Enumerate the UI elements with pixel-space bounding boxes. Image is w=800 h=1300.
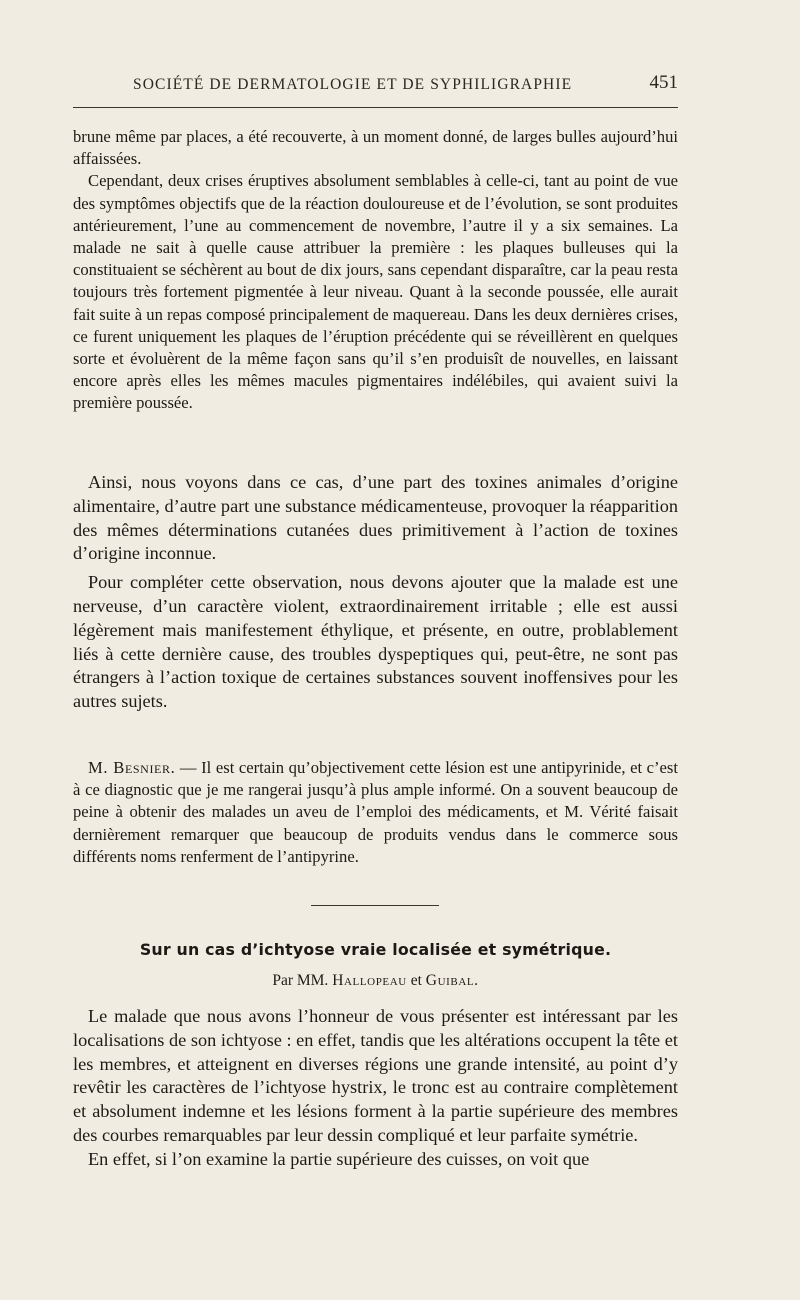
page-number: 451	[649, 72, 678, 93]
speaker-name: M. Besnier.	[88, 758, 176, 777]
paragraph: Pour compléter cette observation, nous devons ajouter que la malade est une nerveuse, d’un caractère violent, extraordinairement irritable ; elle est aussi légèrement mais manifestement éthylique, et présente, en outre, problablement liés à cette dernière cause, des troubles dyspeptiques qui, peut-être, ne sont pas étrangers à l’action toxique de certaines substances souvent inoffensives pour les autres sujets.	[73, 572, 678, 712]
paragraph: En effet, si l’on examine la partie supérieure des cuisses, on voit que	[88, 1148, 590, 1169]
authors-conjunction: et	[406, 972, 426, 989]
article-body	[73, 1005, 678, 1172]
section-divider	[311, 905, 439, 906]
running-head: SOCIÉTÉ DE DERMATOLOGIE ET DE SYPHILIGRAPHIE	[133, 76, 573, 93]
author-name: Guibal.	[425, 972, 479, 989]
speaker-remark: — Il est certain qu’objectivement cette lésion est une antipyrinide, et c’est à ce diagnostic que je me rangerai jusqu’à plus ample informé. On a souvent beaucoup de peine à obtenir des malades un aveu de l’emploi des médicaments, et M. Vérité faisait dernièrement remarquer que beaucoup de produits vendus dans le commerce sous différents noms renferment de l’antipyrine.	[73, 758, 678, 866]
author-name: Hallopeau	[332, 972, 407, 989]
paragraph: Ainsi, nous voyons dans ce cas, d’une part des toxines animales d’origine alimentaire, d’autre part une substance médicamenteuse, provoquer la réapparition des mêmes déterminations cutanées dues primitivement à l’action de toxines d’origine inconnue.	[73, 472, 678, 564]
paragraph: Le malade que nous avons l’honneur de vous présenter est intéressant par les localisations de son ichtyose : en effet, tandis que les altérations occupent la tête et les membres, et atteignent en diverses régions une grande intensité, au point d’y revêtir les caractères de l’ichtyose hystrix, le tronc est au contraire complètement et absolument indemne et les lésions forment à la partie supérieure des membres des courbes remarquables par leur dessin compliqué et leur parfaite symétrie.	[73, 1006, 678, 1145]
article-title: Sur un cas d’ichtyose vraie localisée et symétrique.	[139, 940, 612, 959]
authors-prefix: Par MM.	[272, 972, 333, 989]
paragraph: Cependant, deux crises éruptives absolument semblables à celle-ci, tant au point de vue des symptômes objectifs que de la réaction douloureuse et de l’évolution, se sont produites antérieurement, l’une au commencement de novembre, l’autre il y a six semaines. La malade ne sait à quelle cause attribuer la première : les plaques bulleuses qui la constituaient se séchèrent au bout de dix jours, sans cependant disparaître, car la peau resta toujours très fortement pigmentée à leur niveau. Quant à la seconde poussée, elle aurait fait suite à un repas composé principalement de maquereau. Dans les deux dernières crises, ce furent uniquement les plaques de l’éruption précédente qui se réveillèrent en quelques sorte et évoluèrent de la même façon sans qu’il s’en produisît de nouvelles, en laissant encore après elles les mêmes macules pigmentaires indélébiles, qui avaient suivi la première poussée.	[73, 171, 678, 413]
paragraph: brune même par places, a été recouverte, à un moment donné, de larges bulles aujourd’hui affaissées.	[73, 127, 678, 169]
paragraph	[73, 757, 678, 868]
conclusion-section	[73, 471, 678, 714]
header-rule	[73, 107, 678, 108]
discussion-section	[73, 757, 678, 868]
page-header	[73, 70, 678, 100]
article-authors	[73, 972, 678, 990]
observation-continued	[73, 126, 678, 415]
